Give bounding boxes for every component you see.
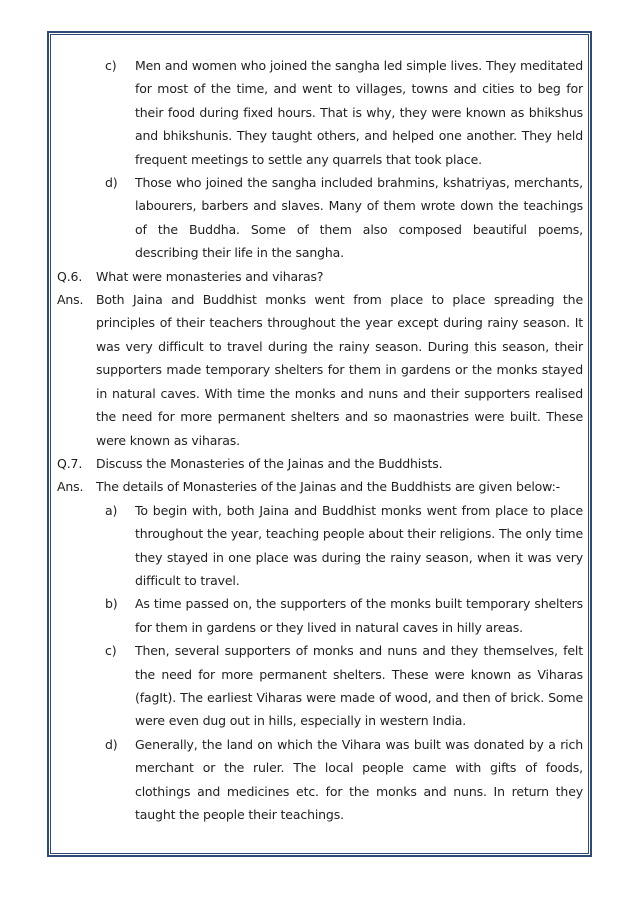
item-label: a): [105, 502, 118, 518]
answer-6: [57, 288, 583, 452]
list-item: [57, 733, 583, 827]
list-item: [57, 499, 583, 593]
item-label: d): [105, 175, 118, 191]
question-label: Q.7.: [57, 455, 83, 471]
item-label: d): [105, 736, 118, 752]
item-label: b): [105, 596, 118, 612]
question-7: [57, 452, 583, 475]
question-text: Discuss the Monasteries of the Jainas and the Buddhists.: [96, 455, 443, 471]
question-label: Q.6.: [57, 268, 83, 284]
list-item: [57, 54, 583, 171]
item-text: Generally, the land on which the Vihara was built was donated by a rich merchant or the ruler. The local people came with gifts of foods, clothings and medicines etc. for the monks and nuns. In return they taught the people their teachings.: [135, 736, 583, 822]
item-text: As time passed on, the supporters of the monks built temporary shelters for them in gardens or they lived in natural caves in hilly areas.: [135, 596, 583, 635]
question-6: [57, 265, 583, 288]
item-text: Then, several supporters of monks and nuns and they themselves, felt the need for more permanent shelters. These were known as Viharas (fagIt). The earliest Viharas were made of wood, and then of brick. Some were even dug out in hills, especially in western India.: [135, 643, 583, 729]
list-item: [57, 639, 583, 733]
item-text: Those who joined the sangha included brahmins, kshatriyas, merchants, labourers, barbers and slaves. Many of them wrote down the teachings of the Buddha. Some of them also composed beautiful poems, describing their life in the sangha.: [135, 175, 583, 261]
list-item: [57, 171, 583, 265]
answer-text: The details of Monasteries of the Jainas and the Buddhists are given below:-: [96, 479, 560, 495]
answer-text: Both Jaina and Buddhist monks went from place to place spreading the principles of their teachers throughout the year except during rainy season. It was very difficult to travel during the rainy season. During this season, their supporters made temporary shelters for them in gardens or the monks stayed in natural caves. With time the monks and nuns and their supporters realised the need for more permanent shelters and so maonastries were built. These were known as viharas.: [96, 292, 583, 448]
item-text: To begin with, both Jaina and Buddhist monks went from place to place throughout the year, teaching people about their religions. The only time they stayed in one place was during the rainy season, when it was very difficult to travel.: [135, 502, 583, 588]
item-label: c): [105, 58, 117, 73]
page-content: [57, 54, 583, 826]
item-label: c): [105, 643, 117, 659]
answer-label: Ans.: [57, 479, 84, 495]
item-text: Men and women who joined the sangha led simple lives. They meditated for most of the time, and went to villages, towns and cities to beg for their food during fixed hours. That is why, they were known as bhikshus and bhikshunis. They taught others, and helped one another. They held frequent meetings to settle any quarrels that took place.: [135, 58, 583, 167]
list-item: [57, 592, 583, 639]
question-text: What were monasteries and viharas?: [96, 268, 324, 284]
answer-7: [57, 475, 583, 498]
answer-label: Ans.: [57, 292, 84, 308]
